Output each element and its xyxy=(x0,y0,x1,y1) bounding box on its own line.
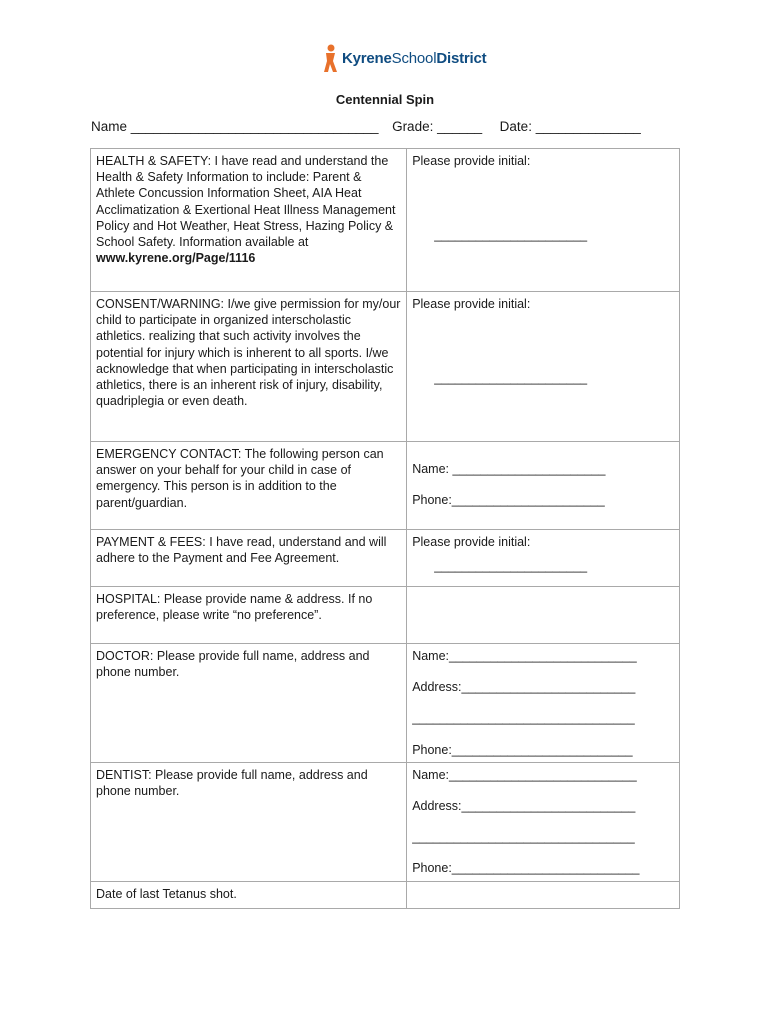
emergency-name-field[interactable]: Name: ______________________ xyxy=(412,462,606,476)
dentist-description: DENTIST: Please provide full name, address and phone number. xyxy=(91,762,407,881)
consent-warning-description: CONSENT/WARNING: I/we give permission for my/our child to participate in organized interscholastic athletics. realizing that such activity involves the potential for injury which is inherent to all sports. I/we acknowledge that when participating in interscholastic athletics, there is an inherent risk of injury, disability, quadriplegia or even death. xyxy=(91,292,407,442)
info-link[interactable]: www.kyrene.org/Page/1116 xyxy=(96,251,256,266)
consent-initial-cell[interactable] xyxy=(407,292,680,442)
doctor-phone-field[interactable]: Phone:__________________________ xyxy=(412,742,633,757)
emergency-contact-description: EMERGENCY CONTACT: The following person can answer on your behalf for your child in case of emergency. This person is in addition to the parent/guardian. xyxy=(91,442,407,530)
doctor-row xyxy=(91,644,680,763)
payment-initial-cell[interactable] xyxy=(407,530,680,587)
consent-form-table xyxy=(90,148,680,909)
initial-label: Please provide initial: xyxy=(412,297,531,311)
doctor-description: DOCTOR: Please provide full name, address and phone number. xyxy=(91,644,407,763)
dentist-address-field[interactable]: Address:_________________________ xyxy=(412,799,636,814)
consent-warning-row xyxy=(91,292,680,442)
tetanus-row xyxy=(91,881,680,908)
initial-label: Please provide initial: xyxy=(412,154,531,168)
emergency-phone-field[interactable]: Phone:______________________ xyxy=(412,493,605,508)
payment-fees-row xyxy=(91,530,680,587)
doctor-address-line-2[interactable]: ________________________________ xyxy=(412,711,635,726)
health-safety-description: HEALTH & SAFETY: I have read and understand the Health & Safety Information to include: Parent & Athlete Concussion Information Sheet, AIA Heat Acclimatization & Exertional Heat Illness Management Policy and Hot Weather, Heat Stress, Hazing Policy & School Safety. Information available at www.kyrene.org/Page/1116 xyxy=(91,149,407,292)
tetanus-description: Date of last Tetanus shot. xyxy=(91,881,407,908)
tetanus-date-cell[interactable] xyxy=(407,881,680,908)
initial-line[interactable]: ______________________ xyxy=(434,371,588,386)
name-field[interactable]: Name _________________________________ xyxy=(91,119,379,134)
doctor-name-field[interactable]: Name:___________________________ xyxy=(412,649,637,663)
runner-icon xyxy=(322,44,340,74)
hospital-input-cell[interactable] xyxy=(407,587,680,644)
dentist-name-field[interactable]: Name:___________________________ xyxy=(412,767,637,782)
doctor-input-cell[interactable] xyxy=(407,644,680,763)
dentist-address-line-2[interactable]: ________________________________ xyxy=(412,830,635,845)
hospital-description: HOSPITAL: Please provide name & address. If no preference, please write “no preference”. xyxy=(91,587,407,644)
health-safety-initial-cell[interactable] xyxy=(407,149,680,292)
grade-field[interactable]: Grade: ______ xyxy=(392,119,483,134)
dentist-phone-field[interactable]: Phone:___________________________ xyxy=(412,861,640,876)
payment-fees-description: PAYMENT & FEES: I have read, understand and will adhere to the Payment and Fee Agreement. xyxy=(91,530,407,587)
hospital-row xyxy=(91,587,680,644)
initial-label: Please provide initial: xyxy=(412,535,531,549)
initial-line[interactable]: ______________________ xyxy=(434,559,588,574)
health-safety-row xyxy=(91,149,680,292)
header-fields xyxy=(91,119,641,134)
logo-wordmark: KyreneSchoolDistrict xyxy=(342,50,487,67)
kyrene-school-district-logo xyxy=(322,44,497,76)
emergency-contact-row xyxy=(91,442,680,530)
dentist-input-cell[interactable] xyxy=(407,762,680,881)
dentist-row xyxy=(91,762,680,881)
date-field[interactable]: Date: ______________ xyxy=(499,119,641,134)
emergency-contact-cell[interactable] xyxy=(407,442,680,530)
initial-line[interactable]: ______________________ xyxy=(434,228,588,243)
page-title: Centennial Spin xyxy=(335,92,435,107)
doctor-address-field[interactable]: Address:_________________________ xyxy=(412,680,636,695)
